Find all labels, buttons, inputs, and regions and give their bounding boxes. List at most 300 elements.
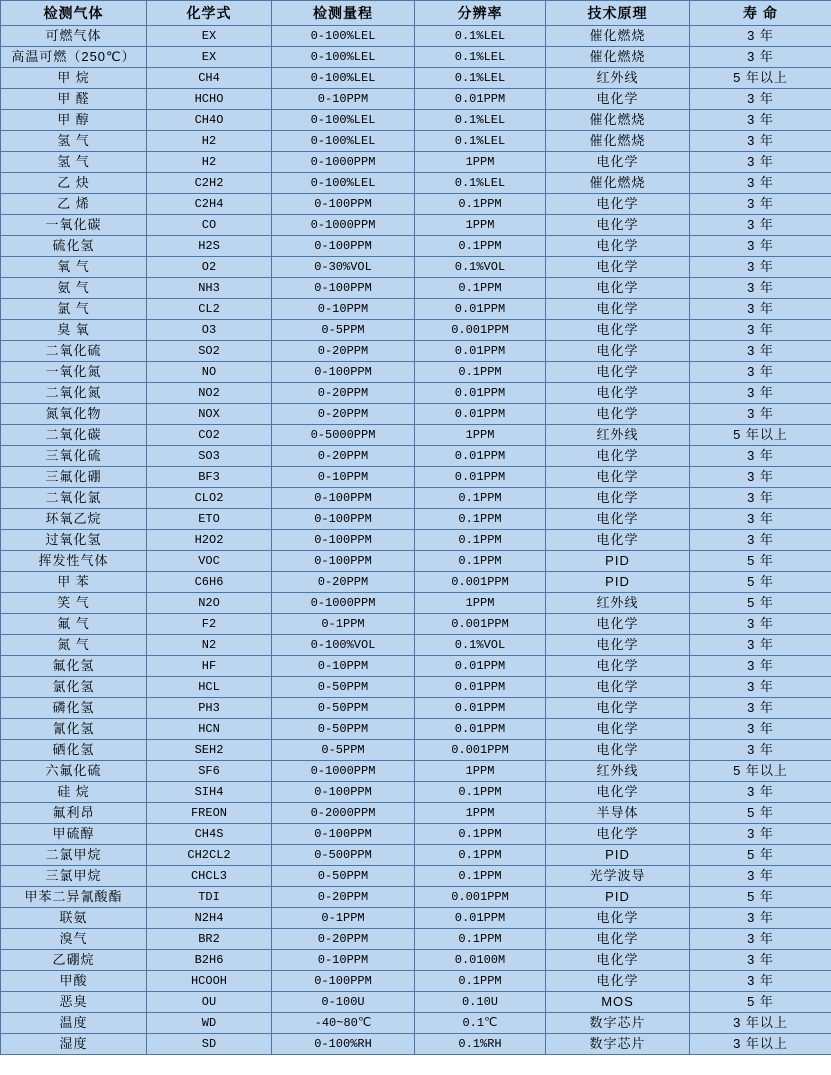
cell-formula: N2O: [147, 593, 272, 614]
cell-formula: VOC: [147, 551, 272, 572]
cell-resolution: 0.1%LEL: [415, 173, 546, 194]
cell-range: 0-100U: [272, 992, 415, 1013]
cell-principle: 电化学: [546, 677, 690, 698]
cell-formula: HCL: [147, 677, 272, 698]
cell-gas: 氢 气: [1, 152, 147, 173]
cell-gas: 甲 醇: [1, 110, 147, 131]
cell-lifetime: 3 年: [690, 89, 831, 110]
cell-principle: 电化学: [546, 509, 690, 530]
cell-principle: 电化学: [546, 320, 690, 341]
cell-formula: HCN: [147, 719, 272, 740]
cell-gas: 笑 气: [1, 593, 147, 614]
cell-lifetime: 3 年: [690, 320, 831, 341]
cell-range: 0-100PPM: [272, 971, 415, 992]
cell-gas: 氢 气: [1, 131, 147, 152]
cell-gas: 湿度: [1, 1034, 147, 1055]
cell-formula: CH4: [147, 68, 272, 89]
cell-lifetime: 5 年: [690, 845, 831, 866]
column-header-range: 检测量程: [272, 1, 415, 26]
cell-resolution: 0.1PPM: [415, 551, 546, 572]
cell-lifetime: 3 年: [690, 173, 831, 194]
cell-resolution: 0.1PPM: [415, 194, 546, 215]
cell-lifetime: 5 年以上: [690, 425, 831, 446]
cell-formula: H2S: [147, 236, 272, 257]
cell-gas: 一氧化碳: [1, 215, 147, 236]
cell-principle: 电化学: [546, 257, 690, 278]
cell-gas: 挥发性气体: [1, 551, 147, 572]
cell-principle: 电化学: [546, 467, 690, 488]
cell-range: 0-500PPM: [272, 845, 415, 866]
cell-resolution: 1PPM: [415, 152, 546, 173]
cell-gas: 乙 炔: [1, 173, 147, 194]
cell-principle: 电化学: [546, 740, 690, 761]
cell-lifetime: 3 年: [690, 362, 831, 383]
cell-principle: 催化燃烧: [546, 47, 690, 68]
cell-gas: 氟利昂: [1, 803, 147, 824]
cell-gas: 恶臭: [1, 992, 147, 1013]
table-row: [1, 110, 831, 131]
cell-gas: 高温可燃（250℃）: [1, 47, 147, 68]
cell-gas: 溴气: [1, 929, 147, 950]
cell-gas: 三氟化硼: [1, 467, 147, 488]
cell-formula: B2H6: [147, 950, 272, 971]
table-row: [1, 551, 831, 572]
cell-formula: SO2: [147, 341, 272, 362]
cell-range: 0-20PPM: [272, 404, 415, 425]
cell-formula: ETO: [147, 509, 272, 530]
cell-principle: 电化学: [546, 278, 690, 299]
table-row: [1, 761, 831, 782]
cell-range: 0-100%LEL: [272, 26, 415, 47]
cell-resolution: 0.1PPM: [415, 509, 546, 530]
cell-range: 0-1000PPM: [272, 215, 415, 236]
table-row: [1, 488, 831, 509]
cell-formula: SD: [147, 1034, 272, 1055]
table-row: [1, 341, 831, 362]
cell-gas: 氟 气: [1, 614, 147, 635]
table-row: [1, 26, 831, 47]
cell-formula: H2: [147, 152, 272, 173]
table-row: [1, 152, 831, 173]
cell-principle: 红外线: [546, 425, 690, 446]
table-row: [1, 803, 831, 824]
cell-formula: FREON: [147, 803, 272, 824]
column-header-principle: 技术原理: [546, 1, 690, 26]
cell-principle: PID: [546, 887, 690, 908]
cell-range: 0-20PPM: [272, 929, 415, 950]
cell-gas: 二氧化氮: [1, 383, 147, 404]
table-body: [1, 26, 831, 1055]
cell-lifetime: 5 年: [690, 887, 831, 908]
cell-range: 0-100%LEL: [272, 68, 415, 89]
cell-resolution: 1PPM: [415, 425, 546, 446]
cell-range: 0-100PPM: [272, 509, 415, 530]
cell-gas: 臭 氧: [1, 320, 147, 341]
cell-resolution: 0.1PPM: [415, 530, 546, 551]
cell-resolution: 0.1PPM: [415, 971, 546, 992]
cell-resolution: 0.1PPM: [415, 824, 546, 845]
table-row: [1, 257, 831, 278]
table-row: [1, 845, 831, 866]
cell-gas: 硫化氢: [1, 236, 147, 257]
table-row: [1, 929, 831, 950]
cell-principle: 电化学: [546, 89, 690, 110]
cell-gas: 二氧化碳: [1, 425, 147, 446]
cell-formula: CH2CL2: [147, 845, 272, 866]
cell-formula: CO2: [147, 425, 272, 446]
cell-principle: 半导体: [546, 803, 690, 824]
cell-lifetime: 3 年: [690, 740, 831, 761]
cell-lifetime: 3 年: [690, 257, 831, 278]
cell-range: 0-5PPM: [272, 740, 415, 761]
cell-principle: PID: [546, 572, 690, 593]
cell-gas: 硅 烷: [1, 782, 147, 803]
cell-lifetime: 3 年: [690, 866, 831, 887]
cell-range: 0-100PPM: [272, 782, 415, 803]
cell-principle: 电化学: [546, 929, 690, 950]
cell-lifetime: 5 年: [690, 593, 831, 614]
cell-resolution: 0.1PPM: [415, 362, 546, 383]
cell-range: 0-50PPM: [272, 677, 415, 698]
cell-gas: 六氟化硫: [1, 761, 147, 782]
cell-range: 0-10PPM: [272, 656, 415, 677]
cell-resolution: 0.01PPM: [415, 656, 546, 677]
cell-resolution: 0.001PPM: [415, 614, 546, 635]
cell-gas: 氯化氢: [1, 677, 147, 698]
cell-lifetime: 3 年: [690, 299, 831, 320]
cell-gas: 可燃气体: [1, 26, 147, 47]
cell-gas: 氮氧化物: [1, 404, 147, 425]
cell-range: 0-1000PPM: [272, 593, 415, 614]
cell-gas: 氨 气: [1, 278, 147, 299]
cell-gas: 甲 烷: [1, 68, 147, 89]
cell-resolution: 0.1%LEL: [415, 26, 546, 47]
cell-principle: 电化学: [546, 194, 690, 215]
cell-resolution: 0.001PPM: [415, 572, 546, 593]
cell-gas: 氟化氢: [1, 656, 147, 677]
cell-range: 0-2000PPM: [272, 803, 415, 824]
cell-lifetime: 3 年: [690, 656, 831, 677]
table-row: [1, 887, 831, 908]
cell-formula: O3: [147, 320, 272, 341]
cell-principle: 催化燃烧: [546, 26, 690, 47]
cell-formula: EX: [147, 26, 272, 47]
cell-principle: 电化学: [546, 383, 690, 404]
table-row: [1, 320, 831, 341]
cell-lifetime: 3 年: [690, 194, 831, 215]
cell-resolution: 0.01PPM: [415, 719, 546, 740]
cell-resolution: 0.1%VOL: [415, 257, 546, 278]
cell-formula: TDI: [147, 887, 272, 908]
cell-range: 0-10PPM: [272, 299, 415, 320]
cell-principle: 电化学: [546, 824, 690, 845]
cell-resolution: 0.01PPM: [415, 908, 546, 929]
cell-formula: C2H4: [147, 194, 272, 215]
cell-principle: 光学波导: [546, 866, 690, 887]
column-header-lifetime: 寿 命: [690, 1, 831, 26]
cell-principle: 电化学: [546, 152, 690, 173]
table-row: [1, 236, 831, 257]
table-row: [1, 614, 831, 635]
cell-lifetime: 3 年: [690, 488, 831, 509]
cell-resolution: 1PPM: [415, 593, 546, 614]
column-header-gas: 检测气体: [1, 1, 147, 26]
cell-resolution: 0.01PPM: [415, 446, 546, 467]
cell-resolution: 0.1PPM: [415, 278, 546, 299]
cell-resolution: 0.1PPM: [415, 782, 546, 803]
cell-formula: NO: [147, 362, 272, 383]
cell-resolution: 0.1%LEL: [415, 131, 546, 152]
cell-gas: 甲 醛: [1, 89, 147, 110]
cell-range: 0-10PPM: [272, 467, 415, 488]
cell-formula: WD: [147, 1013, 272, 1034]
cell-resolution: 0.01PPM: [415, 383, 546, 404]
cell-principle: 数字芯片: [546, 1013, 690, 1034]
cell-formula: OU: [147, 992, 272, 1013]
table-row: [1, 950, 831, 971]
cell-formula: CH4O: [147, 110, 272, 131]
table-row: [1, 89, 831, 110]
cell-gas: 二氧化氯: [1, 488, 147, 509]
table-row: [1, 362, 831, 383]
cell-lifetime: 3 年: [690, 236, 831, 257]
cell-lifetime: 3 年: [690, 908, 831, 929]
cell-range: 0-5000PPM: [272, 425, 415, 446]
cell-resolution: 0.0100M: [415, 950, 546, 971]
cell-principle: 电化学: [546, 236, 690, 257]
cell-lifetime: 3 年: [690, 530, 831, 551]
cell-range: 0-20PPM: [272, 383, 415, 404]
cell-gas: 氰化氢: [1, 719, 147, 740]
cell-range: 0-100%RH: [272, 1034, 415, 1055]
cell-lifetime: 3 年: [690, 824, 831, 845]
cell-principle: 电化学: [546, 614, 690, 635]
cell-formula: CLO2: [147, 488, 272, 509]
table-row: [1, 677, 831, 698]
cell-gas: 甲 苯: [1, 572, 147, 593]
table-row: [1, 719, 831, 740]
cell-formula: SIH4: [147, 782, 272, 803]
cell-gas: 甲苯二异氰酸酯: [1, 887, 147, 908]
cell-lifetime: 5 年: [690, 992, 831, 1013]
cell-formula: F2: [147, 614, 272, 635]
cell-lifetime: 3 年: [690, 509, 831, 530]
table-row: [1, 47, 831, 68]
table-row: [1, 194, 831, 215]
cell-range: 0-50PPM: [272, 719, 415, 740]
cell-range: 0-50PPM: [272, 698, 415, 719]
cell-lifetime: 3 年: [690, 47, 831, 68]
cell-principle: 电化学: [546, 635, 690, 656]
cell-resolution: 0.01PPM: [415, 341, 546, 362]
cell-lifetime: 5 年以上: [690, 761, 831, 782]
cell-gas: 氮 气: [1, 635, 147, 656]
cell-formula: CHCL3: [147, 866, 272, 887]
cell-formula: C6H6: [147, 572, 272, 593]
cell-formula: NOX: [147, 404, 272, 425]
cell-principle: 电化学: [546, 299, 690, 320]
cell-resolution: 0.001PPM: [415, 887, 546, 908]
cell-range: 0-5PPM: [272, 320, 415, 341]
cell-resolution: 0.10U: [415, 992, 546, 1013]
cell-principle: 红外线: [546, 68, 690, 89]
cell-gas: 三氧化硫: [1, 446, 147, 467]
column-header-resolution: 分辨率: [415, 1, 546, 26]
cell-lifetime: 3 年: [690, 215, 831, 236]
cell-formula: BR2: [147, 929, 272, 950]
table-row: [1, 992, 831, 1013]
cell-gas: 三氯甲烷: [1, 866, 147, 887]
cell-gas: 乙硼烷: [1, 950, 147, 971]
cell-principle: 红外线: [546, 761, 690, 782]
table-row: [1, 278, 831, 299]
cell-resolution: 0.1%LEL: [415, 110, 546, 131]
cell-principle: 催化燃烧: [546, 131, 690, 152]
cell-principle: 数字芯片: [546, 1034, 690, 1055]
cell-resolution: 0.1℃: [415, 1013, 546, 1034]
cell-range: 0-100PPM: [272, 824, 415, 845]
cell-range: 0-100%LEL: [272, 110, 415, 131]
cell-resolution: 0.1%RH: [415, 1034, 546, 1055]
cell-range: 0-100PPM: [272, 530, 415, 551]
table-row: [1, 215, 831, 236]
cell-formula: HF: [147, 656, 272, 677]
cell-formula: SO3: [147, 446, 272, 467]
cell-gas: 乙 烯: [1, 194, 147, 215]
table-row: [1, 425, 831, 446]
table-row: [1, 635, 831, 656]
cell-lifetime: 5 年: [690, 572, 831, 593]
cell-lifetime: 3 年: [690, 950, 831, 971]
cell-principle: 红外线: [546, 593, 690, 614]
cell-resolution: 0.1PPM: [415, 866, 546, 887]
cell-range: 0-20PPM: [272, 446, 415, 467]
cell-principle: 电化学: [546, 362, 690, 383]
cell-principle: 电化学: [546, 530, 690, 551]
table-row: [1, 404, 831, 425]
cell-lifetime: 3 年: [690, 467, 831, 488]
cell-resolution: 0.01PPM: [415, 467, 546, 488]
cell-principle: PID: [546, 845, 690, 866]
cell-resolution: 1PPM: [415, 803, 546, 824]
cell-lifetime: 3 年: [690, 26, 831, 47]
cell-range: -40~80℃: [272, 1013, 415, 1034]
cell-formula: EX: [147, 47, 272, 68]
cell-principle: 电化学: [546, 698, 690, 719]
cell-principle: MOS: [546, 992, 690, 1013]
cell-range: 0-100PPM: [272, 551, 415, 572]
cell-range: 0-20PPM: [272, 887, 415, 908]
cell-resolution: 1PPM: [415, 761, 546, 782]
cell-lifetime: 5 年: [690, 551, 831, 572]
cell-resolution: 0.01PPM: [415, 404, 546, 425]
cell-principle: 电化学: [546, 656, 690, 677]
cell-formula: NH3: [147, 278, 272, 299]
table-row: [1, 1013, 831, 1034]
cell-lifetime: 3 年: [690, 929, 831, 950]
cell-lifetime: 3 年以上: [690, 1013, 831, 1034]
cell-range: 0-100PPM: [272, 278, 415, 299]
cell-range: 0-10PPM: [272, 89, 415, 110]
column-header-formula: 化学式: [147, 1, 272, 26]
cell-range: 0-1000PPM: [272, 761, 415, 782]
cell-gas: 甲酸: [1, 971, 147, 992]
cell-principle: 电化学: [546, 488, 690, 509]
cell-lifetime: 3 年: [690, 278, 831, 299]
cell-lifetime: 3 年: [690, 110, 831, 131]
table-row: [1, 824, 831, 845]
cell-formula: CH4S: [147, 824, 272, 845]
cell-gas: 二氧化硫: [1, 341, 147, 362]
cell-range: 0-50PPM: [272, 866, 415, 887]
cell-lifetime: 3 年: [690, 152, 831, 173]
cell-formula: C2H2: [147, 173, 272, 194]
table-row: [1, 656, 831, 677]
cell-lifetime: 3 年: [690, 782, 831, 803]
cell-gas: 温度: [1, 1013, 147, 1034]
cell-formula: H2: [147, 131, 272, 152]
cell-lifetime: 3 年: [690, 341, 831, 362]
cell-principle: 电化学: [546, 719, 690, 740]
cell-gas: 甲硫醇: [1, 824, 147, 845]
table-row: [1, 509, 831, 530]
cell-range: 0-100PPM: [272, 236, 415, 257]
table-row: [1, 530, 831, 551]
table-header-row: [1, 1, 831, 26]
cell-range: 0-1PPM: [272, 614, 415, 635]
cell-formula: HCOOH: [147, 971, 272, 992]
cell-lifetime: 3 年: [690, 446, 831, 467]
table-row: [1, 866, 831, 887]
table-row: [1, 782, 831, 803]
cell-range: 0-100PPM: [272, 362, 415, 383]
cell-range: 0-20PPM: [272, 341, 415, 362]
cell-range: 0-100%VOL: [272, 635, 415, 656]
cell-range: 0-1PPM: [272, 908, 415, 929]
cell-range: 0-1000PPM: [272, 152, 415, 173]
cell-lifetime: 5 年以上: [690, 68, 831, 89]
cell-gas: 氯 气: [1, 299, 147, 320]
cell-principle: 电化学: [546, 341, 690, 362]
table-row: [1, 467, 831, 488]
cell-range: 0-100%LEL: [272, 173, 415, 194]
cell-principle: 电化学: [546, 404, 690, 425]
cell-formula: HCHO: [147, 89, 272, 110]
cell-principle: PID: [546, 551, 690, 572]
cell-gas: 过氧化氢: [1, 530, 147, 551]
table-row: [1, 68, 831, 89]
cell-principle: 催化燃烧: [546, 110, 690, 131]
table-row: [1, 131, 831, 152]
cell-principle: 电化学: [546, 782, 690, 803]
cell-lifetime: 3 年: [690, 131, 831, 152]
cell-formula: SF6: [147, 761, 272, 782]
cell-formula: O2: [147, 257, 272, 278]
cell-principle: 电化学: [546, 950, 690, 971]
cell-range: 0-10PPM: [272, 950, 415, 971]
cell-lifetime: 3 年: [690, 677, 831, 698]
cell-resolution: 0.1%LEL: [415, 68, 546, 89]
cell-resolution: 0.01PPM: [415, 677, 546, 698]
table-row: [1, 173, 831, 194]
cell-lifetime: 3 年: [690, 614, 831, 635]
cell-gas: 二氯甲烷: [1, 845, 147, 866]
cell-resolution: 1PPM: [415, 215, 546, 236]
cell-lifetime: 3 年: [690, 719, 831, 740]
table-header: [1, 1, 831, 26]
cell-resolution: 0.1%LEL: [415, 47, 546, 68]
table-row: [1, 383, 831, 404]
